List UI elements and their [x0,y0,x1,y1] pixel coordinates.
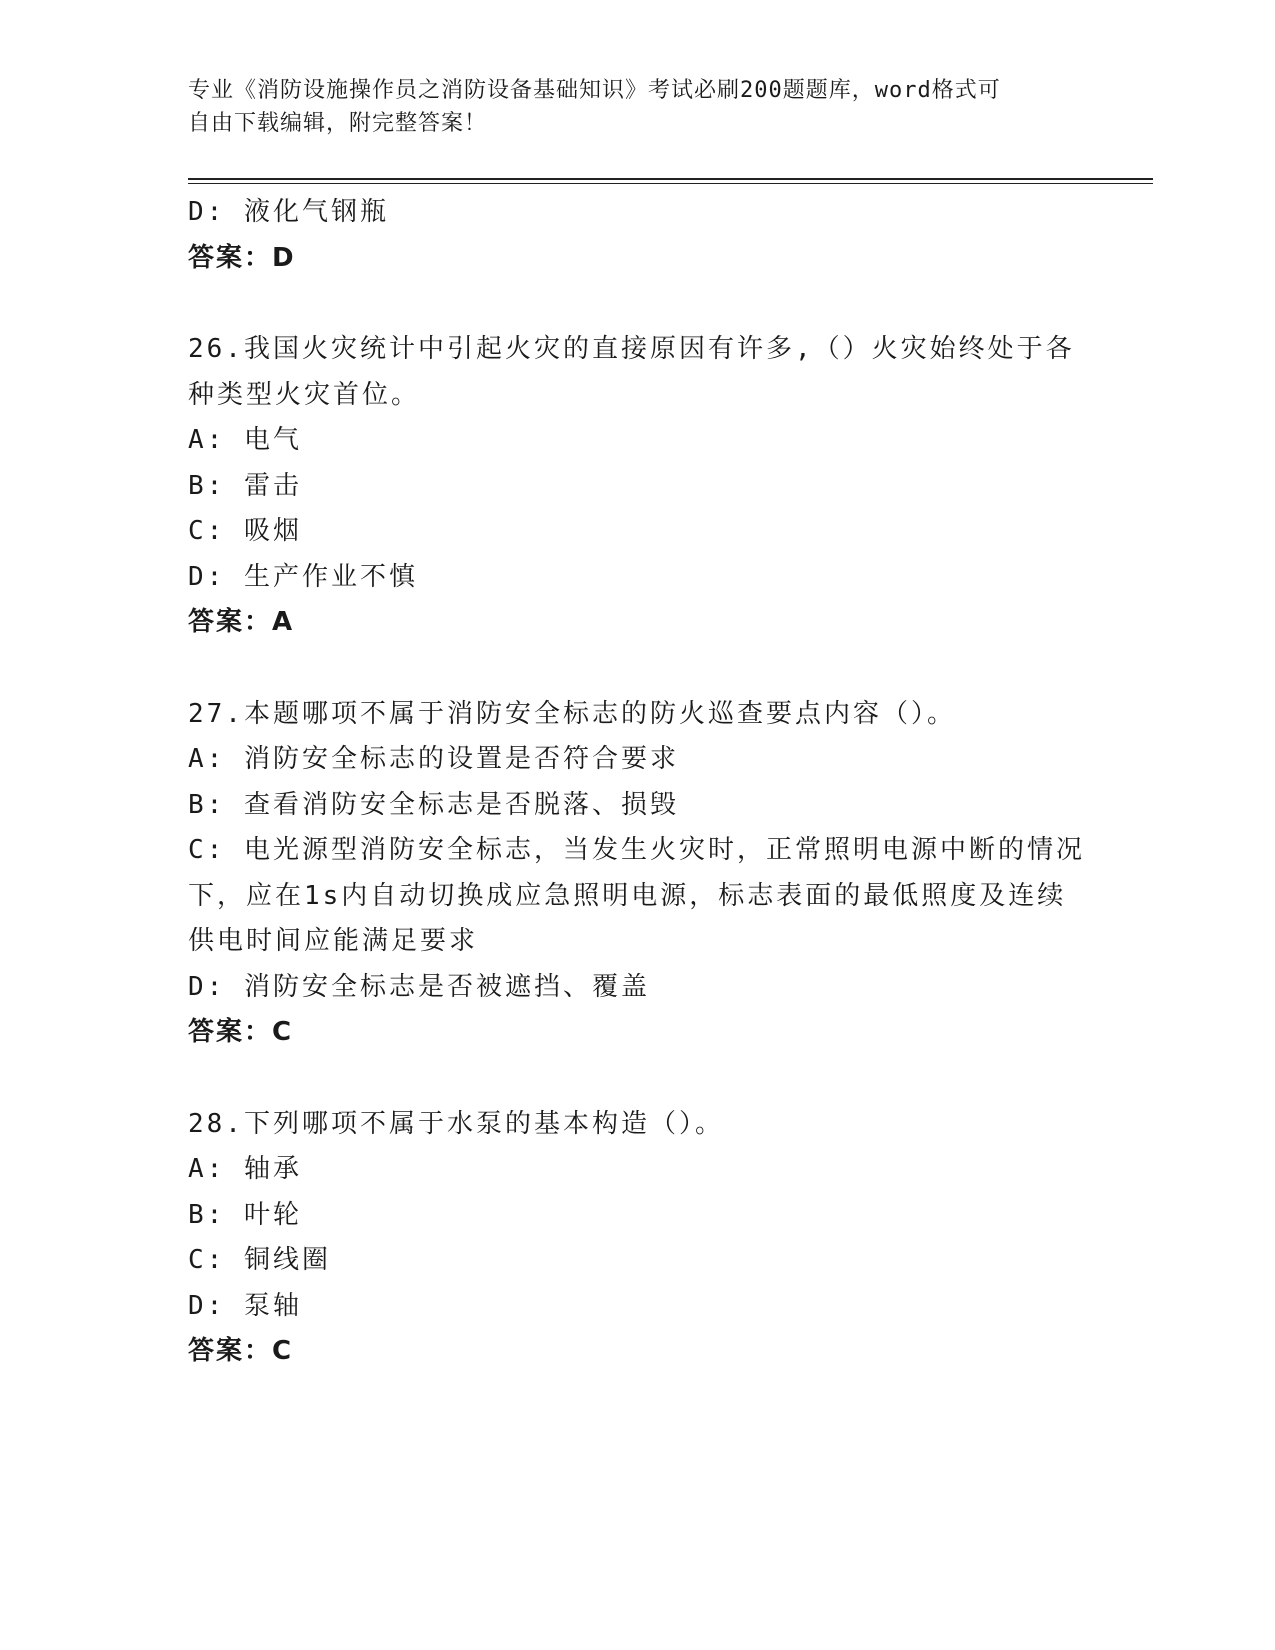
question-stem: 28.下列哪项不属于水泵的基本构造（）。 [188,1108,724,1139]
question-stem: 27.本题哪项不属于消防安全标志的防火巡查要点内容（）。 [188,698,956,729]
option-b: B: 雷击 [188,470,302,501]
prev-option-d: D: 液化气钢瓶 [188,197,389,227]
option-b: B: 查看消防安全标志是否脱落、损毁 [188,789,679,820]
option-c-continued: 供电时间应能满足要求 [188,926,479,956]
prev-answer: 答案：D [188,242,296,273]
question-stem: 种类型火灾首位。 [188,379,421,410]
header-divider-thin [188,183,1153,184]
spacer [188,646,1088,692]
header-divider-thick [188,178,1153,180]
option-c: C: 吸烟 [188,516,302,546]
option-c: C: 电光源型消防安全标志，当发生火灾时，正常照明电源中断的情况 [188,835,1085,865]
spacer [188,1056,1088,1102]
option-c: C: 铜线圈 [188,1245,331,1275]
option-a: A: 消防安全标志的设置是否符合要求 [188,744,679,774]
option-a: A: 电气 [188,425,302,455]
header-line-1: 专业《消防设施操作员之消防设备基础知识》考试必刷200题题库，word格式可 [188,78,1001,103]
option-b: B: 叶轮 [188,1199,302,1230]
question-26 [188,327,1088,646]
answer: 答案：C [188,1017,294,1047]
answer: 答案：C [188,1336,294,1366]
option-c-continued: 下，应在1s内自动切换成应急照明电源，标志表面的最低照度及连续 [188,880,1067,911]
document-header [188,74,1068,140]
option-d: D: 泵轴 [188,1290,302,1321]
option-a: A: 轴承 [188,1154,302,1184]
question-28 [188,1102,1088,1375]
question-27 [188,692,1088,1056]
header-line-2: 自由下载编辑，附完整答案！ [188,111,488,136]
option-d: D: 消防安全标志是否被遮挡、覆盖 [188,971,650,1002]
answer: 答案：A [188,607,295,637]
document-body [188,190,1088,1375]
spacer [188,281,1088,327]
question-stem: 26.我国火灾统计中引起火灾的直接原因有许多,（）火灾始终处于各 [188,334,1075,364]
option-d: D: 生产作业不慎 [188,561,418,592]
